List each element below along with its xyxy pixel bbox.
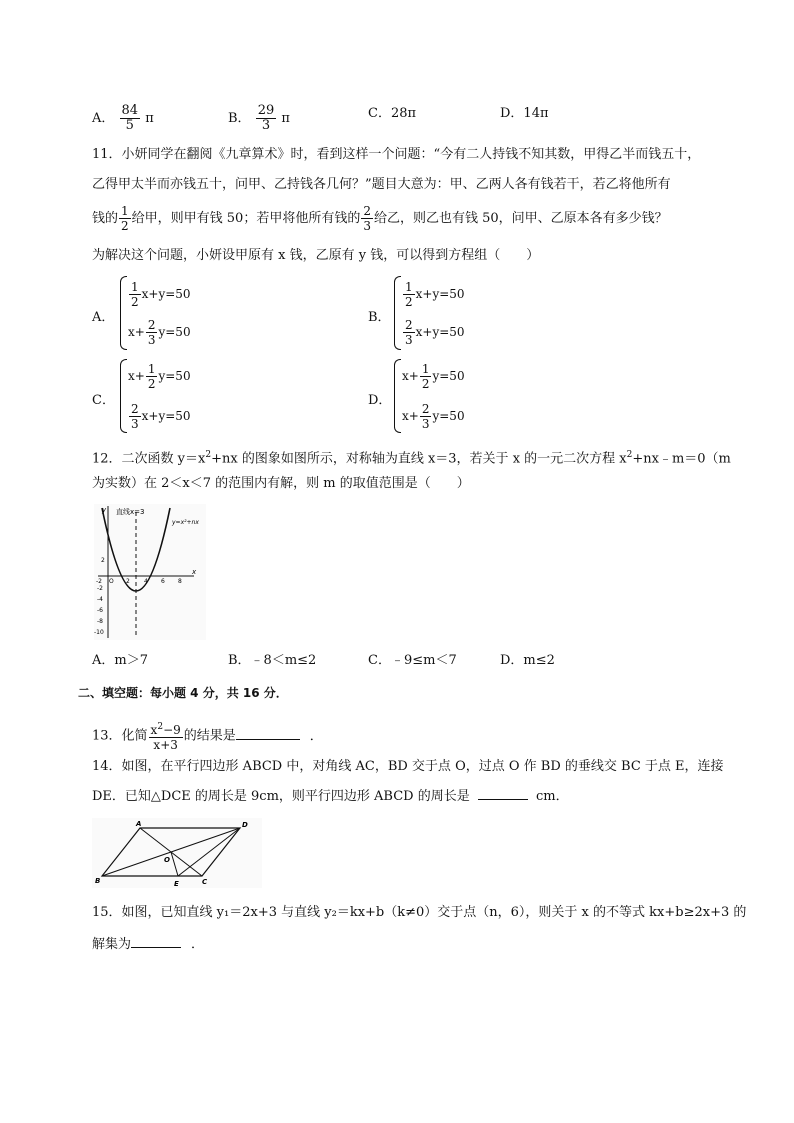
q12-option-b: B．﹣8＜m≤2 xyxy=(228,653,317,668)
text: ． xyxy=(191,937,205,952)
numerator: 1 xyxy=(147,362,156,376)
text: x xyxy=(150,723,158,737)
denominator: x+3 xyxy=(153,738,178,752)
text: x+y=50 xyxy=(141,409,191,423)
q10-option-a xyxy=(92,104,154,133)
numerator: 1 xyxy=(131,280,139,294)
fraction-half xyxy=(119,204,131,233)
exponent: 2 xyxy=(205,450,212,460)
text: y=50 xyxy=(432,369,465,383)
text: y=50 xyxy=(158,369,191,383)
text: 解集为 xyxy=(92,937,132,952)
answer-blank[interactable] xyxy=(478,799,528,800)
text: cm． xyxy=(536,789,569,804)
q11-line4: 为解决这个问题，小妍设甲原有 x 钱，乙原有 y 钱，可以得到方程组（ ） xyxy=(92,248,540,263)
answer-blank[interactable] xyxy=(131,947,181,948)
text: x+ xyxy=(128,369,145,383)
text: 给乙，则乙也有钱 50，问甲、乙原本各有多少钱？ xyxy=(373,211,668,226)
numerator: 1 xyxy=(121,204,129,218)
q11-line2: 乙得甲太半而亦钱五十，问甲、乙持钱各几何？”题目大意为：甲、乙两人各有钱若干，若乙将他所有 xyxy=(92,177,671,192)
numerator: 1 xyxy=(421,362,430,376)
text: y=50 xyxy=(432,409,465,423)
q11-a-eq2 xyxy=(128,318,191,347)
denominator: 2 xyxy=(421,377,430,391)
function-label: y=x²+nx xyxy=(172,519,199,526)
denominator: 3 xyxy=(405,333,413,347)
parallelogram-figure xyxy=(92,818,262,888)
numerator: 2 xyxy=(131,402,139,416)
numerator: 2 xyxy=(147,318,156,332)
exponent: 2 xyxy=(157,722,164,732)
point-label-o: O xyxy=(164,856,170,864)
point-label-e: E xyxy=(174,880,179,888)
section-heading: 二、填空题：每小题 4 分，共 16 分． xyxy=(78,686,288,700)
x-tick: 6 xyxy=(161,578,165,585)
y-tick: -8 xyxy=(97,618,103,625)
fraction xyxy=(146,318,158,347)
pi-symbol: π xyxy=(281,111,290,126)
option-label: A． xyxy=(92,111,115,126)
q12-option-d: D．m≤2 xyxy=(500,653,555,668)
denominator: 3 xyxy=(363,219,371,233)
text: x+y=50 xyxy=(415,287,465,301)
point-label-a: A xyxy=(136,820,142,828)
text: 12．二次函数 y＝x xyxy=(92,451,206,467)
point-label-c: C xyxy=(202,878,208,886)
text: −9 xyxy=(163,723,181,737)
fraction xyxy=(403,318,415,347)
text: x+ xyxy=(402,369,419,383)
fraction xyxy=(149,720,183,752)
y-tick: -10 xyxy=(94,629,104,636)
answer-blank[interactable] xyxy=(236,739,300,740)
q14-line1: 14．如图，在平行四边形 ABCD 中，对角线 AC，BD 交于点 O，过点 O 作 BD 的垂线交 BC 于点 E，连接 xyxy=(92,759,724,774)
q12-line2: 为实数）在 2＜x＜7 的范围内有解，则 m 的取值范围是（ ） xyxy=(92,476,470,491)
text: y=50 xyxy=(158,325,191,339)
axis-label: 直线x=3 xyxy=(116,508,145,516)
fraction xyxy=(120,104,141,133)
text: x+y=50 xyxy=(141,287,191,301)
numerator: 2 xyxy=(421,402,430,416)
fraction xyxy=(403,280,415,309)
text: x+ xyxy=(128,325,145,339)
text: 给甲，则甲有钱 50；若甲将他所有钱的 xyxy=(131,211,361,226)
y-tick: -4 xyxy=(97,596,103,603)
q10-option-d: D．14π xyxy=(500,106,549,121)
fraction xyxy=(256,104,277,133)
numerator: 2 xyxy=(363,204,371,218)
fraction xyxy=(129,402,141,431)
pi-symbol: π xyxy=(145,111,154,126)
q15-line2 xyxy=(92,936,204,954)
q11-d-eq1 xyxy=(402,362,465,391)
numerator: 84 xyxy=(121,103,139,118)
point-label-b: B xyxy=(95,877,101,885)
system-brace xyxy=(120,276,127,350)
x-tick: 4 xyxy=(144,578,148,585)
text: x+ xyxy=(402,409,419,423)
x-tick: O xyxy=(109,578,114,585)
q10-option-c: C．28π xyxy=(368,106,417,121)
denominator: 2 xyxy=(405,295,413,309)
x-tick: 2 xyxy=(126,578,130,585)
fraction xyxy=(420,362,432,391)
q11-a-eq1 xyxy=(128,280,191,309)
q11-option-b-label: B． xyxy=(368,310,391,325)
denominator: 3 xyxy=(421,417,430,431)
q15-line1: 15．如图，已知直线 y₁＝2x+3 与直线 y₂＝kx+b（k≠0）交于点（n，6），则关于 x 的不等式 kx+b≥2x+3 的 xyxy=(92,905,747,920)
text: 13．化简 xyxy=(92,728,148,744)
fraction-two-thirds xyxy=(361,204,373,233)
q11-line3 xyxy=(92,204,668,233)
q11-b-eq2 xyxy=(402,318,465,347)
q11-option-c-label: C． xyxy=(92,393,115,408)
option-label: B． xyxy=(228,111,251,126)
numerator xyxy=(149,720,183,738)
q12-line1 xyxy=(92,446,731,468)
numerator: 29 xyxy=(257,103,275,118)
denominator: 2 xyxy=(131,295,139,309)
y-label: y xyxy=(102,506,107,514)
q11-b-eq1 xyxy=(402,280,465,309)
x-tick: 8 xyxy=(178,578,182,585)
q13-line xyxy=(92,720,323,752)
text: 的结果是 xyxy=(183,728,236,744)
q12-option-c: C．﹣9≤m＜7 xyxy=(368,653,457,668)
text: +nx 的图象如图所示，对称轴为直线 x＝3，若关于 x 的一元二次方程 x xyxy=(211,451,627,467)
denominator: 2 xyxy=(147,377,156,391)
x-label: x xyxy=(192,568,197,576)
q11-c-eq1 xyxy=(128,362,191,391)
numerator: 1 xyxy=(405,280,413,294)
text: x+y=50 xyxy=(415,325,465,339)
fraction xyxy=(146,362,158,391)
text: ． xyxy=(309,728,323,744)
q14-line2 xyxy=(92,788,569,806)
y-tick: -2 xyxy=(97,585,103,592)
q11-option-d-label: D． xyxy=(368,393,392,408)
text: 钱的 xyxy=(92,211,119,226)
q10-option-b xyxy=(228,104,290,133)
point-label-d: D xyxy=(242,821,248,829)
text: DE．已知△DCE 的周长是 9cm，则平行四边形 ABCD 的周长是 xyxy=(92,789,470,804)
system-brace xyxy=(394,276,401,350)
q11-option-a-label: A． xyxy=(92,310,115,325)
denominator: 3 xyxy=(261,118,271,133)
text: +nx﹣m＝0（m xyxy=(632,451,731,467)
numerator: 2 xyxy=(405,318,413,332)
system-brace xyxy=(120,359,127,433)
system-brace xyxy=(394,359,401,433)
fraction xyxy=(129,280,141,309)
q11-line1: 11．小妍同学在翻阅《九章算术》时，看到这样一个问题：“今有二人持钱不知其数，甲得乙半而钱五十， xyxy=(92,147,701,162)
fraction xyxy=(420,402,432,431)
y-tick: -6 xyxy=(97,607,103,614)
q11-c-eq2 xyxy=(128,402,191,431)
y-tick: 2 xyxy=(101,557,105,564)
denominator: 3 xyxy=(147,333,156,347)
x-tick: -2 xyxy=(96,578,102,585)
q12-option-a: A．m＞7 xyxy=(92,653,148,668)
denominator: 5 xyxy=(125,118,134,133)
q11-d-eq2 xyxy=(402,402,465,431)
denominator: 2 xyxy=(121,219,129,233)
exponent: 2 xyxy=(626,450,633,460)
denominator: 3 xyxy=(131,417,139,431)
parabola-graph xyxy=(94,504,206,640)
